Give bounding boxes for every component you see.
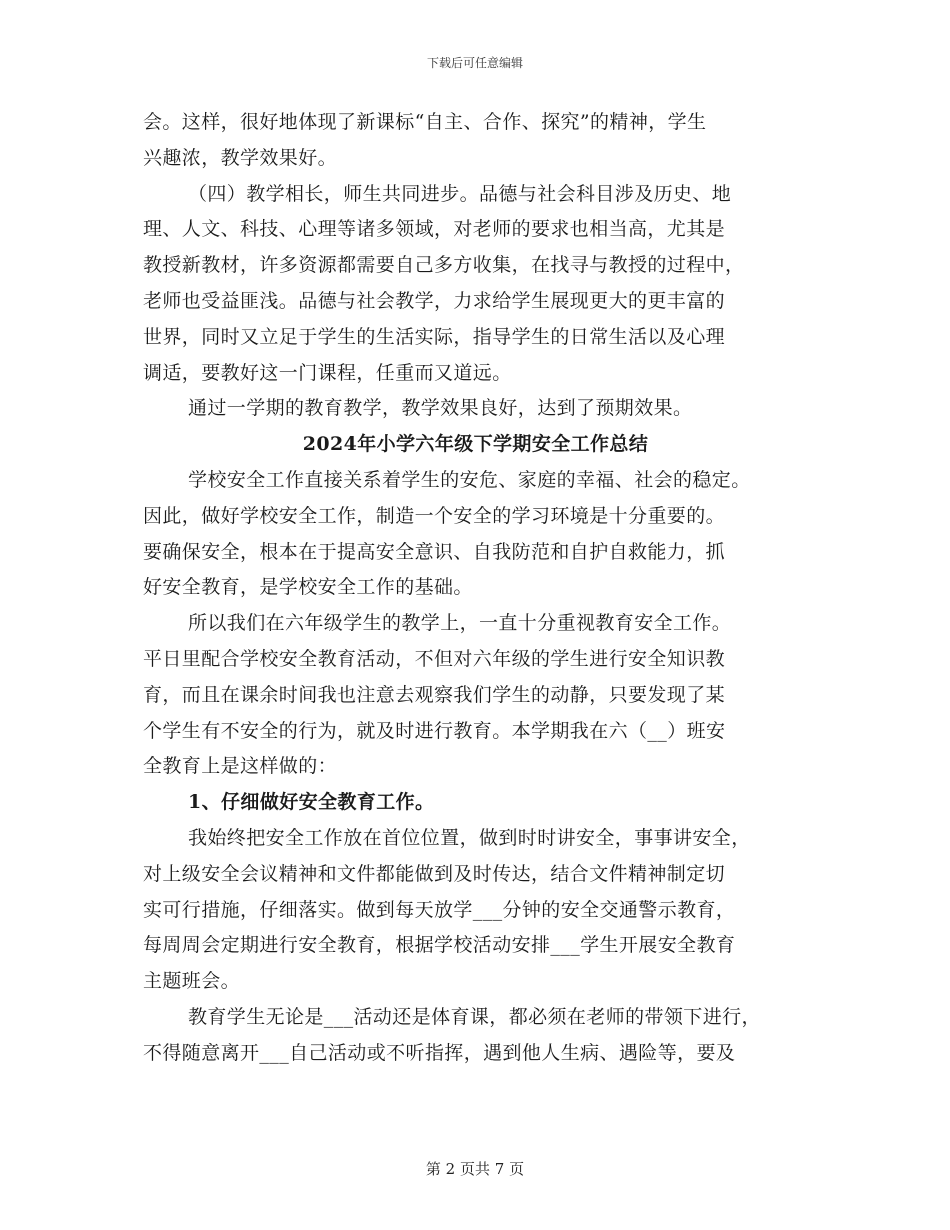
paragraph-line: 教授新教材，许多资源都需要自己多方收集，在找寻与教授的过程中， [143,254,745,277]
paragraph-line: 会。这样，很好地体现了新课标“自主、合作、探究”的精神，学生 [143,111,707,133]
paragraph-line: 学校安全工作直接关系着学生的安危、家庭的幸福、社会的稳定。 [188,468,751,491]
paragraph-line: 主题班会。 [143,970,241,993]
paragraph-line: （四）教学相长，师生共同进步。品德与社会科目涉及历史、地 [188,182,732,205]
paragraph-line: 对上级安全会议精神和文件都能做到及时传达，结合文件精神制定切 [143,862,726,885]
paragraph-line: 老师也受益匪浅。品德与社会教学，力求给学生展现更大的更丰富的 [143,289,726,312]
paragraph-line: 要确保安全，根本在于提高安全意识、自我防范和自护自救能力，抓 [143,540,726,563]
paragraph-line: 实可行措施，仔细落实。做到每天放学___分钟的安全交通警示教育， [143,898,736,921]
paragraph-line: 个学生有不安全的行为，就及时进行教育。本学期我在六（__）班安 [143,719,726,742]
subsection-heading: 1、仔细做好安全教育工作。 [188,791,435,814]
page-header: 下载后可任意编辑 [426,56,523,70]
document-body [143,105,808,1072]
paragraph-line: 育，而且在课余时间我也注意去观察我们学生的动静，只要发现了某 [143,683,726,706]
paragraph-line: 因此，做好学校安全工作，制造一个安全的学习环境是十分重要的。 [143,504,726,527]
paragraph-line: 世界，同时又立足于学生的生活实际，指导学生的日常生活以及心理 [143,325,726,348]
paragraph-line: 理、人文、科技、心理等诸多领域，对老师的要求也相当高，尤其是 [143,218,726,241]
section-title: 2024年小学六年级下学期安全工作总结 [302,433,649,456]
paragraph-line: 教育学生无论是___活动还是体育课，都必须在老师的带领下进行， [188,1005,761,1028]
paragraph-line: 好安全教育，是学校安全工作的基础。 [143,576,473,599]
paragraph-line: 我始终把安全工作放在首位位置，做到时时讲安全，事事讲安全， [188,826,751,849]
paragraph-line: 所以我们在六年级学生的教学上，一直十分重视教育安全工作。 [188,612,732,635]
paragraph-line: 兴趣浓，教学效果好。 [143,146,338,169]
paragraph-line: 调适，要教好这一门课程，任重而又道远。 [143,361,512,384]
paragraph-line: 每周周会定期进行安全教育，根据学校活动安排___学生开展安全教育 [143,934,736,957]
page-footer: 第 2 页共 7 页 [425,1160,525,1178]
paragraph-line: 不得随意离开___自己活动或不听指挥，遇到他人生病、遇险等，要及 [143,1041,736,1064]
paragraph-line: 通过一学期的教育教学，教学效果良好，达到了预期效果。 [188,397,693,420]
paragraph-line: 全教育上是这样做的： [143,755,338,778]
paragraph-line: 平日里配合学校安全教育活动，不但对六年级的学生进行安全知识教 [143,647,726,670]
